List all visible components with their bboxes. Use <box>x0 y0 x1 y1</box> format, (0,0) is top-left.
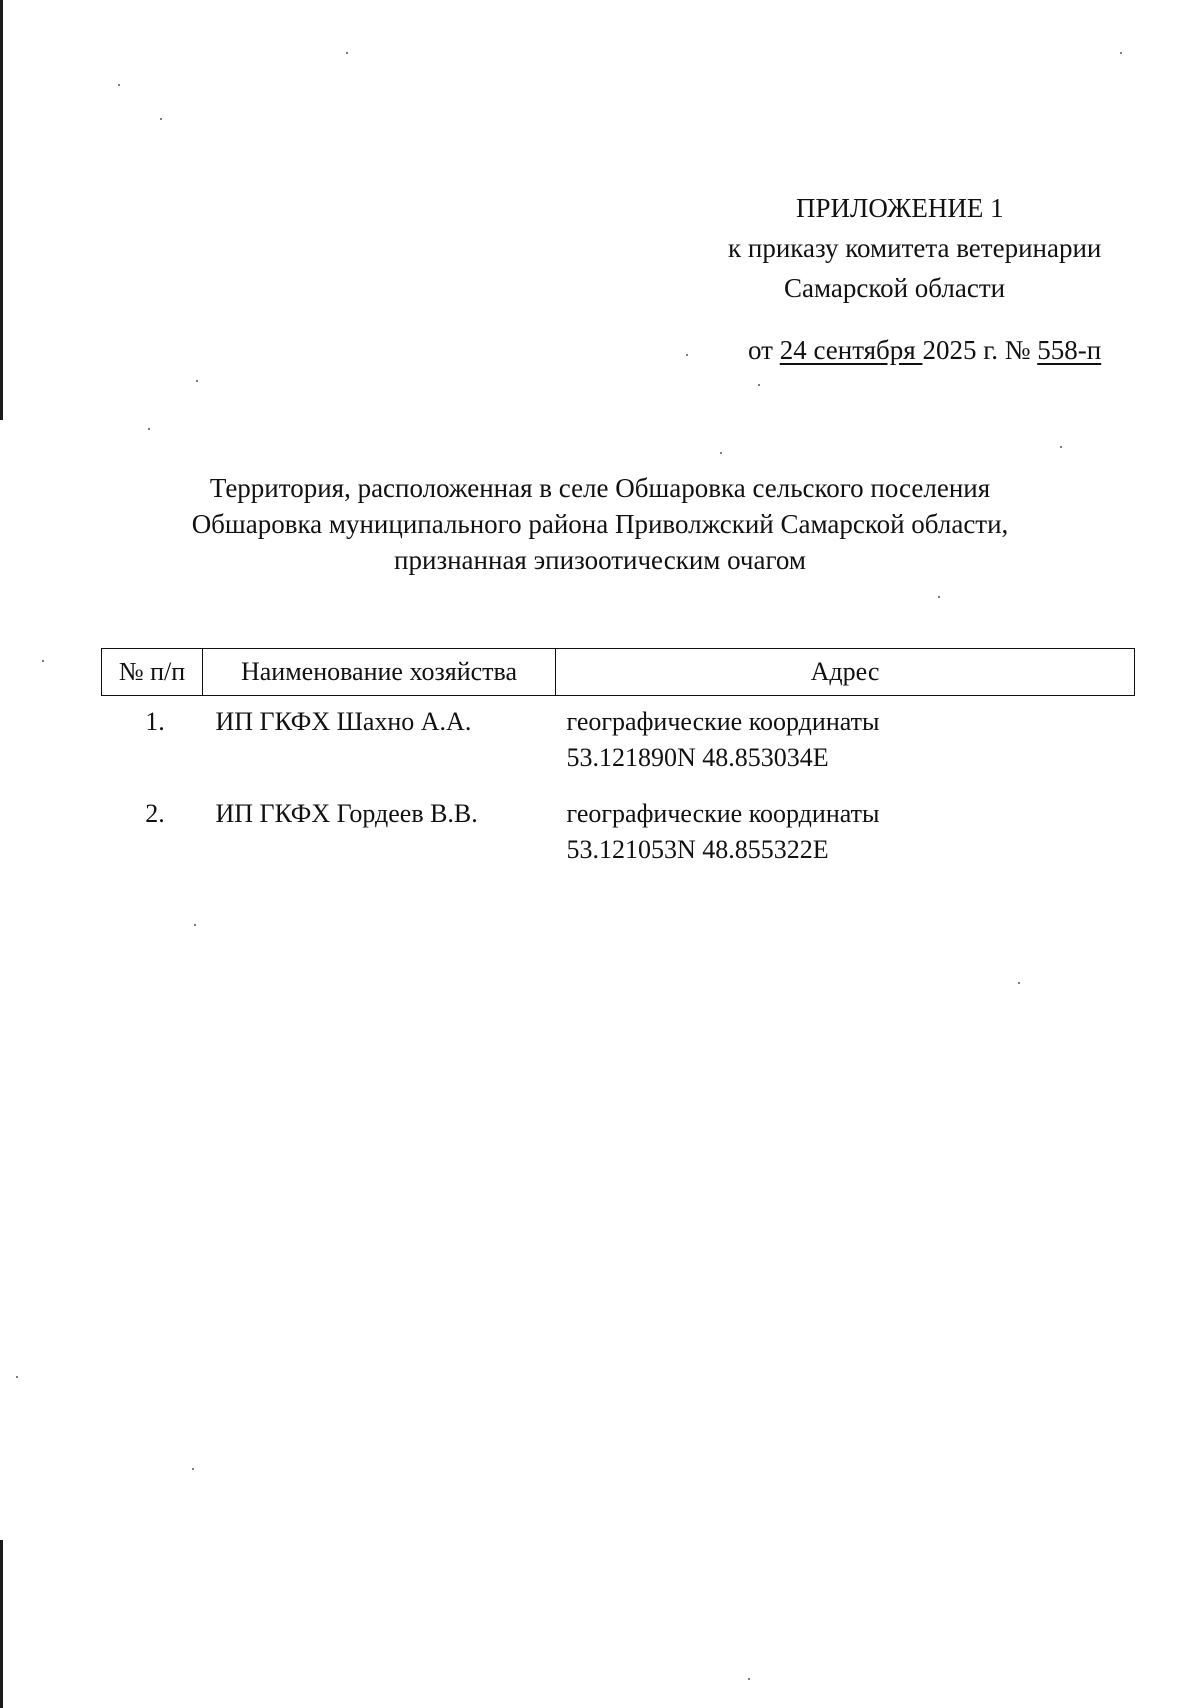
address-coordinates: 53.121890N 48.853034E <box>566 743 829 772</box>
appendix-heading: ПРИЛОЖЕНИЕ 1 <box>796 193 1004 223</box>
scan-speck <box>938 596 940 598</box>
scan-speck <box>720 452 722 454</box>
scan-speck <box>160 118 162 120</box>
appendix-line-3: Самарской области <box>784 273 1006 303</box>
scan-speck <box>758 384 760 386</box>
table-row <box>102 696 1135 789</box>
column-header-farm-name: Наименование хозяйства <box>203 649 556 696</box>
order-reference <box>748 330 1101 370</box>
scan-speck <box>1120 52 1122 54</box>
scan-speck <box>16 1376 18 1378</box>
title-line-2: Обшаровка муниципального района Приволжский Самарской области, <box>191 509 1009 539</box>
order-date: 24 сентября <box>779 335 923 365</box>
column-header-number: № п/п <box>102 649 203 696</box>
address-label: географические координаты <box>566 707 880 736</box>
farm-address <box>556 788 1135 880</box>
table-row <box>102 788 1135 880</box>
title-line-3: признанная эпизоотическим очагом <box>394 545 806 575</box>
scan-speck <box>196 380 198 382</box>
scan-speck <box>1018 982 1020 984</box>
appendix-header <box>700 188 1140 308</box>
scan-speck <box>748 1678 750 1680</box>
address-coordinates: 53.121053N 48.855322E <box>566 835 829 864</box>
scan-speck <box>118 84 120 86</box>
address-label: географические координаты <box>566 799 880 828</box>
scan-speck <box>192 1468 194 1470</box>
scan-edge-bottom <box>0 1540 3 1708</box>
table-header-row <box>102 649 1135 696</box>
farms-table <box>101 648 1135 880</box>
farm-name: ИП ГКФХ Шахно А.А. <box>215 707 472 736</box>
column-header-address: Адрес <box>556 649 1135 696</box>
scan-speck <box>148 428 150 430</box>
order-year: 2025 г. № <box>922 335 1031 365</box>
order-prefix: от <box>748 335 773 365</box>
order-number: 558-п <box>1037 335 1102 365</box>
scan-speck <box>686 354 688 356</box>
row-number: 1. <box>145 707 165 736</box>
scan-speck <box>194 924 196 926</box>
scan-speck <box>1060 446 1062 448</box>
farm-address <box>556 696 1135 789</box>
document-title <box>150 470 1050 578</box>
scan-edge-top <box>0 0 3 420</box>
farms-table-container <box>101 648 1135 880</box>
appendix-line-2: к приказу комитета ветеринарии <box>728 233 1102 263</box>
row-number: 2. <box>145 799 165 828</box>
scan-speck <box>42 660 44 662</box>
title-line-1: Территория, расположенная в селе Обшаровка сельского поселения <box>209 473 991 503</box>
scan-speck <box>346 52 348 54</box>
farm-name: ИП ГКФХ Гордеев В.В. <box>215 799 478 828</box>
